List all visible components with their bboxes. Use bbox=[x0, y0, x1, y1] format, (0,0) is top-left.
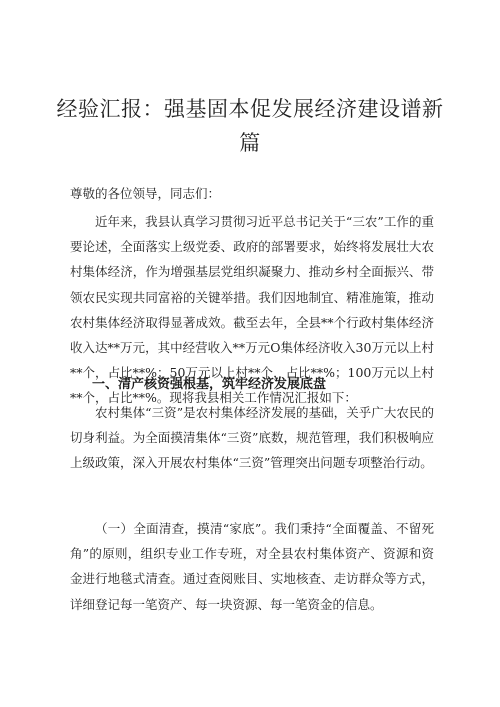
salutation: 尊敬的各位领导，同志们： bbox=[70, 186, 221, 201]
paragraph-section-1: 农村集体“三资”是农村集体经济发展的基础，关乎广大农民的切身利益。为全面摸清集体“三资”底数，规范管理，我们积极响应上级政策，深入开展农村集体“三资”管理突出问题专项整治行动。 bbox=[70, 405, 434, 471]
paragraph-subsection-1: （一）全面清查，摸清“家底”。我们秉持“全面覆盖、不留死角”的原则，组织专业工作专班，对全县农村集体资产、资源和资金进行地毯式清查。通过查阅账目、实地核查、走访群众等方式，详细登记每一笔资产、每一块资源、每一笔资金的信息。 bbox=[70, 521, 434, 612]
document-title: 经验汇报：强基固本促发展经济建设谱新篇 bbox=[56, 97, 444, 155]
section-heading-1: 一、清产核资强根基，筑牢经济发展底盘 bbox=[92, 377, 327, 392]
paragraph-intro: 近年来，我县认真学习贯彻习近平总书记关于“三农”工作的重要论述，全面落实上级党委、政府的部署要求，始终将发展壮大农村集体经济，作为增强基层党组织凝聚力、推动乡村全面振兴、带领农民实现共同富裕的关键举措。我们因地制宜、精准施策，推动农村集体经济取得显著成效。截至去年，全县**个行政村集体经济收入达**万元，其中经营收入**万元O集体经济收入30万元以上村**个，占比**%；50万元以上村**个，占比**%；100万元以上村**个，占比**%。现将我县相关工作情况汇报如下： bbox=[70, 214, 434, 406]
